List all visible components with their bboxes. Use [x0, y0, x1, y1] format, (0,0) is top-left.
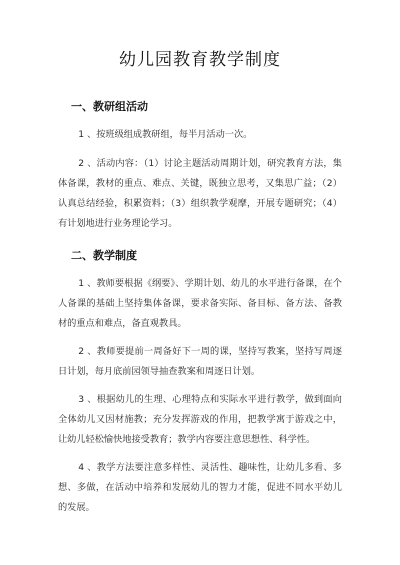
paragraph: 2 、活动内容：（1）讨论主题活动周期计划，研究教育方法，集体备课，教材的重点、难点、关键，既独立思考，又集思广益；（2）认真总结经验，积累资料；（3）组织教学观摩，开展专题研究；（4）有计划地进行业务理论学习。 — [58, 158, 342, 229]
section-heading-teaching-research: 一、教研组活动 — [71, 100, 148, 113]
paragraph: 4 、教学方法要注意多样性、灵活性、趣味性，让幼儿多看、多想、多做，在活动中培养和发展幼儿的智力才能，促进不同水平幼儿的发展。 — [58, 462, 342, 513]
document-title: 幼儿园教育教学制度 — [119, 50, 281, 70]
section-heading-teaching-system: 二、教学制度 — [71, 249, 137, 262]
paragraph: 2 、教师要提前一周备好下一周的课，坚持写教案，坚持写周逐日计划，每月底前园领导抽查教案和周逐日计划。 — [58, 346, 342, 377]
paragraph: 3 、根据幼儿的生理、心理特点和实际水平进行教学，做到面向全体幼儿又因材施教；充分发挥游戏的作用，把教学寓于游戏之中，让幼儿轻松愉快地接受教育；教学内容要注意思想性、科学性。 — [58, 394, 342, 445]
paragraph: 1 、教师要根据《纲要》、学期计划、幼儿的水平进行备课，在个人备课的基础上坚持集体备课，要求备实际、备目标、备方法、备教材的重点和难点，备直观教具。 — [58, 278, 342, 329]
paragraph: 1 、按班级组成教研组，每半月活动一次。 — [78, 129, 253, 140]
